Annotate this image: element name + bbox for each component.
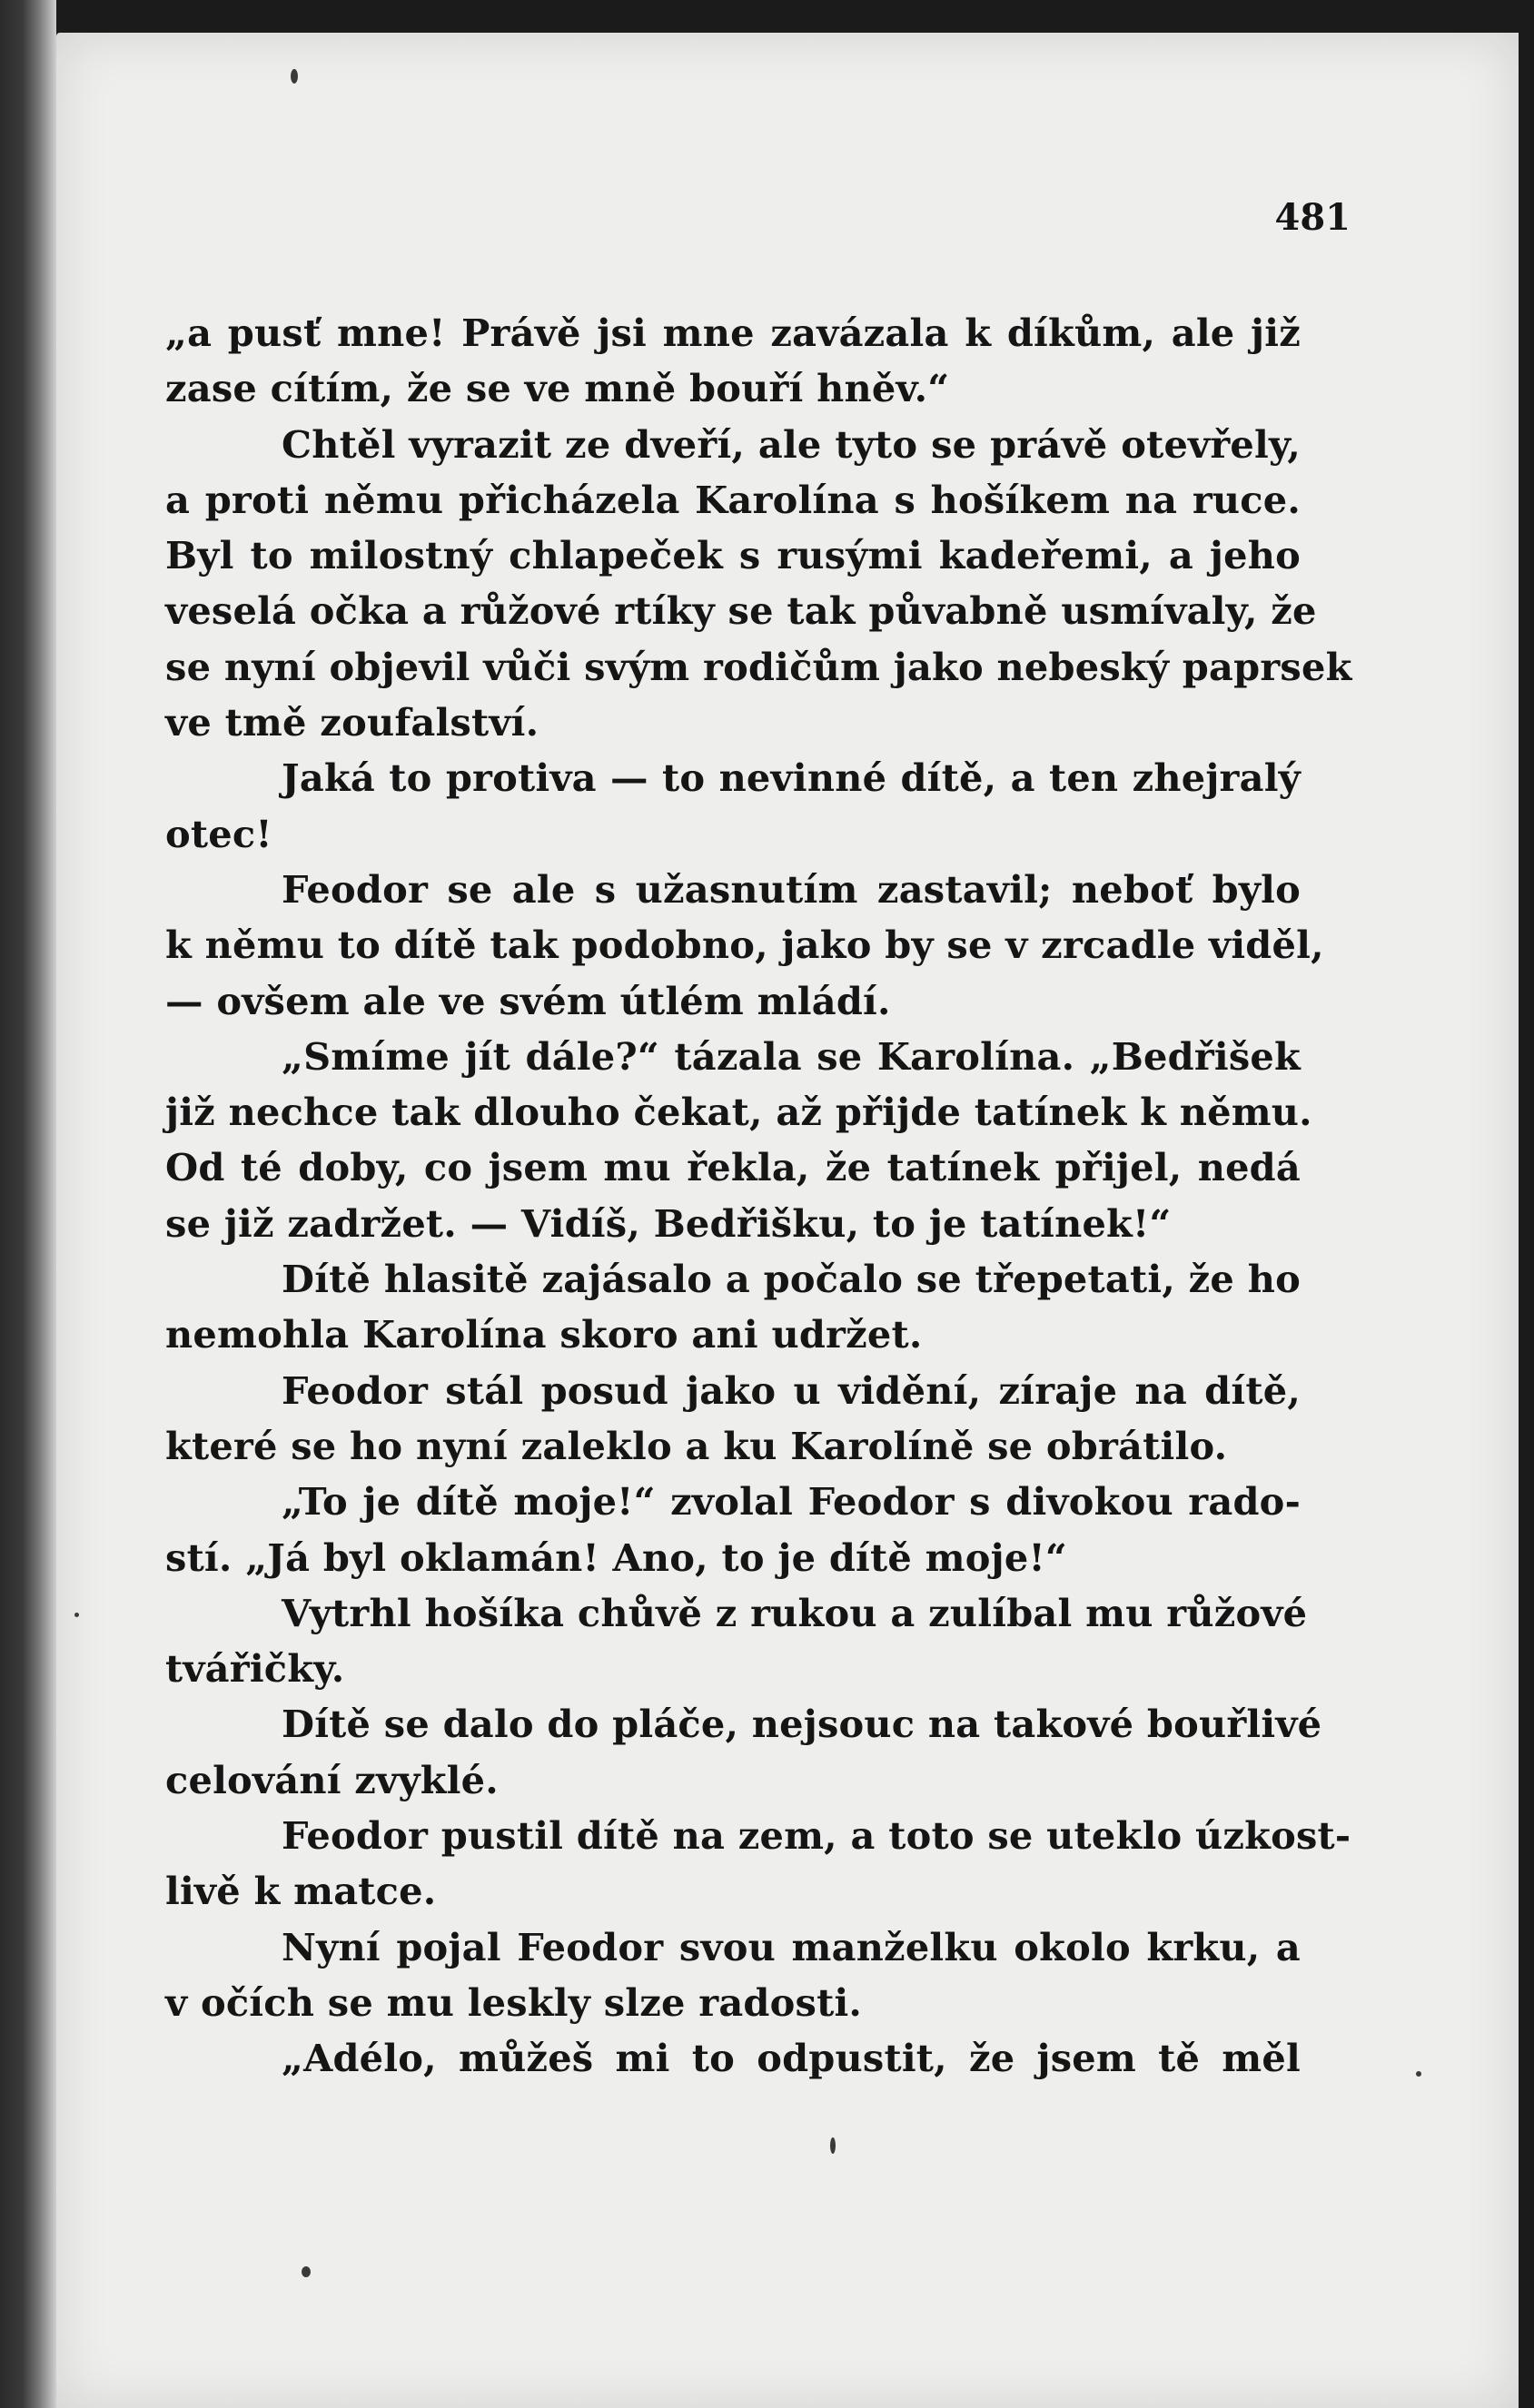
text-line: Dítě hlasitě zajásalo a počalo se třepetati, že ho: [282, 1257, 1301, 1302]
scan-binding-edge: [0, 0, 56, 2408]
text-line: stí. „Já byl oklamán! Ano, to je dítě moje!“: [165, 1535, 1067, 1580]
text-line: se nyní objevil vůči svým rodičům jako nebeský paprsek: [165, 644, 1352, 689]
text-line: livě k matce.: [165, 1869, 437, 1914]
text-line: k němu to dítě tak podobno, jako by se v zrcadle viděl,: [165, 923, 1324, 968]
text-line: „a pusť mne! Právě jsi mne zavázala k díkům, ale již: [165, 311, 1301, 355]
text-line: tvářičky.: [165, 1646, 345, 1692]
ink-speck: [1416, 2071, 1421, 2077]
text-line: se již zadržet. — Vidíš, Bedřišku, to je tatínek!“: [165, 1200, 1172, 1246]
text-line: Jaká to protiva — to nevinné dítě, a ten zhejralý: [282, 755, 1301, 801]
book-page: [56, 33, 1519, 2408]
ink-speck: [74, 1613, 79, 1617]
ink-speck: [302, 2266, 311, 2277]
text-line: Dítě se dalo do pláče, nejsouc na takové bouřlivé: [282, 1702, 1322, 1747]
text-line: Chtěl vyrazit ze dveří, ale tyto se právě otevřely,: [282, 421, 1301, 467]
text-line: celování zvyklé.: [165, 1757, 499, 1802]
text-line: které se ho nyní zaleklo a ku Karolíně se obrátilo.: [165, 1423, 1228, 1468]
text-line: „Adélo, můžeš mi to odpustit, že jsem tě měl: [282, 2036, 1301, 2081]
text-line: ve tmě zoufalství.: [165, 700, 539, 745]
ink-speck: [291, 69, 298, 84]
text-line: již nechce tak dlouho čekat, až přijde tatínek k němu.: [165, 1090, 1312, 1135]
text-line: otec!: [165, 811, 272, 856]
text-line: a proti němu přicházela Karolína s hošíkem na ruce.: [165, 477, 1301, 522]
text-line: zase cítím, že se ve mně bouří hněv.“: [165, 366, 950, 411]
ink-speck: [830, 2137, 836, 2154]
text-line: veselá očka a růžové rtíky se tak půvabně usmívaly, že: [165, 588, 1317, 634]
text-line: Feodor stál posud jako u vidění, zíraje na dítě,: [282, 1367, 1301, 1413]
text-line: Feodor pustil dítě na zem, a toto se uteklo úzkost-: [282, 1813, 1351, 1859]
text-line: „To je dítě moje!“ zvolal Feodor s divokou rado-: [282, 1479, 1301, 1525]
text-line: Od té doby, co jsem mu řekla, že tatínek přijel, nedá: [165, 1145, 1301, 1190]
text-line: Byl to milostný chlapeček s rusými kadeřemi, a jeho: [165, 533, 1301, 578]
text-line: „Smíme jít dále?“ tázala se Karolína. „Bedřišek: [282, 1033, 1301, 1079]
text-line: nemohla Karolína skoro ani udržet.: [165, 1312, 923, 1357]
text-line: Nyní pojal Feodor svou manželku okolo krku, a: [282, 1924, 1301, 1969]
text-line: — ovšem ale ve svém útlém mládí.: [165, 978, 891, 1023]
text-line: Feodor se ale s užasnutím zastavil; neboť bylo: [282, 866, 1301, 912]
text-line: Vytrhl hošíka chůvě z rukou a zulíbal mu růžové: [282, 1590, 1308, 1635]
body-text: [165, 305, 1352, 2087]
page-number: 481: [1274, 196, 1351, 239]
text-line: v očích se mu leskly slze radosti.: [165, 1979, 863, 2025]
